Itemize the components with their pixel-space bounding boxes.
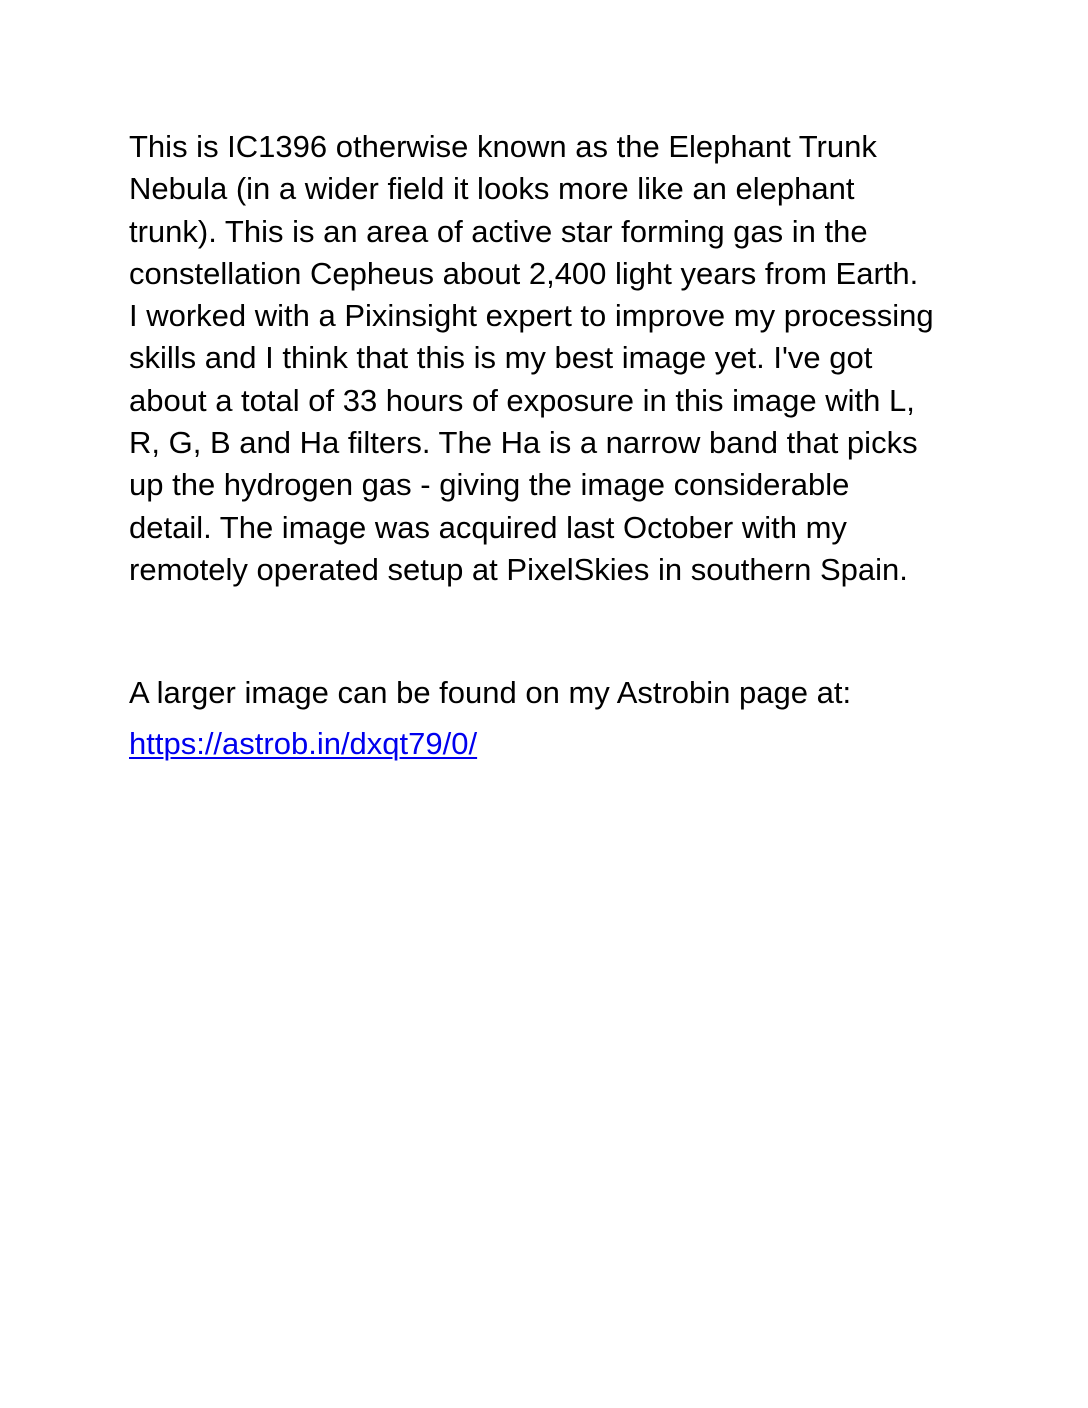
paragraph-line: remotely operated setup at PixelSkies in southern Spain.	[129, 551, 908, 587]
paragraph-line: This is IC1396 otherwise known as the Elephant Trunk	[129, 129, 877, 164]
document-body	[129, 126, 969, 765]
paragraph-line: about a total of 33 hours of exposure in this image with L,	[129, 382, 915, 418]
paragraph-line: skills and I think that this is my best image yet. I've got	[129, 340, 873, 376]
paragraph-line: constellation Cepheus about 2,400 light years from Earth.	[129, 255, 919, 291]
paragraph-line: up the hydrogen gas - giving the image considerable	[129, 467, 850, 503]
paragraph-line: trunk). This is an area of active star forming gas in the	[129, 213, 868, 249]
paragraph-line: detail. The image was acquired last October with my	[129, 509, 847, 545]
description-paragraph	[129, 126, 969, 591]
paragraph-line: Nebula (in a wider field it looks more like an elephant	[129, 171, 855, 207]
link-intro-text: A larger image can be found on my Astrobin page at:	[129, 675, 852, 711]
paragraph-spacer	[129, 591, 969, 672]
paragraph-line: R, G, B and Ha filters. The Ha is a narrow band that picks	[129, 425, 918, 461]
paragraph-line: I worked with a Pixinsight expert to improve my processing	[129, 298, 934, 334]
astrobin-link[interactable]: https://astrob.in/dxqt79/0/	[129, 725, 478, 761]
